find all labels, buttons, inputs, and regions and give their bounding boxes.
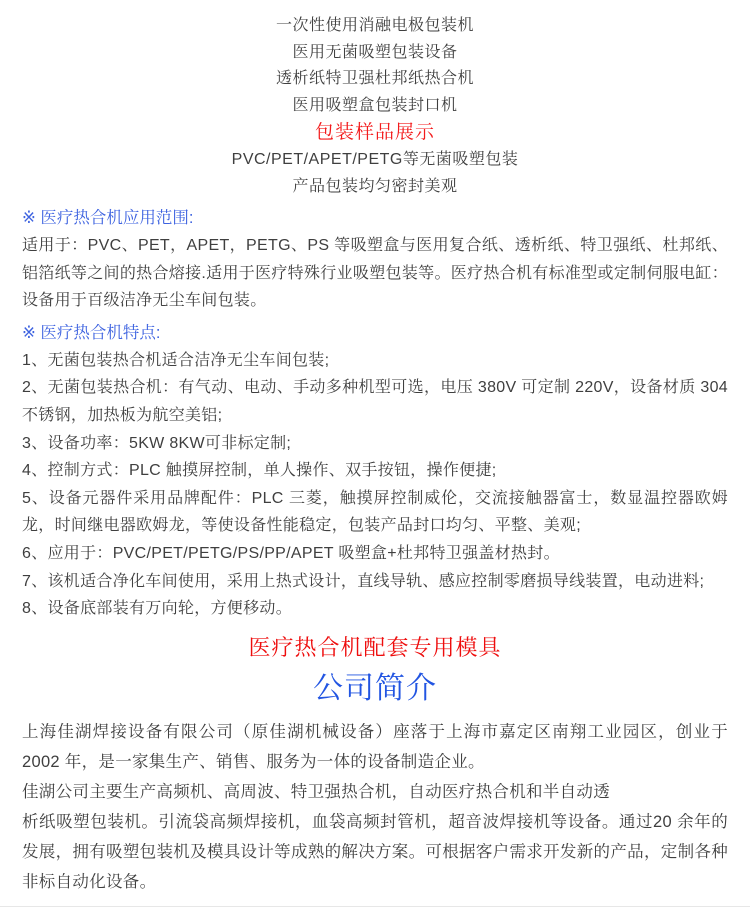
sample-line-2: 产品包装均匀密封美观 bbox=[292, 177, 458, 195]
sample-display-heading: 包装样品展示 bbox=[314, 122, 435, 143]
feature-item-8: 8、设备底部装有万向轮，方便移动。 bbox=[22, 600, 292, 618]
features-heading: ※ 医疗热合机特点: bbox=[22, 323, 161, 342]
application-scope-body: 适用于：PVC、PET，APET，PETG、PS 等吸塑盒与医用复合纸、透析纸、特卫强纸、杜邦纸、铝箔纸等之间的热合熔接.适用于医疗特殊行业吸塑包装等。医疗热合机有标准型或定制伺服电缸：设备用于百级洁净无尘车间包装。 bbox=[22, 237, 728, 310]
sample-line-1: PVC/PET/APET/PETG等无菌吸塑包装 bbox=[231, 151, 519, 168]
feature-item-4: 4、控制方式：PLC 触摸屏控制，单人操作、双手按钮，操作便捷; bbox=[22, 462, 497, 480]
company-profile-heading: 公司简介 bbox=[313, 671, 437, 705]
feature-item-2: 2、无菌包装热合机：有气动、电动、手动多种机型可选，电压 380V 可定制 220V，设备材质 304不锈钢，加热板为航空美铝; bbox=[22, 379, 728, 424]
feature-item-5: 5、设备元器件采用品牌配件：PLC 三菱，触摸屏控制威伦，交流接触器富士，数显温控器欧姆龙，时间继电器欧姆龙，等使设备性能稳定，包装产品封口均匀、平整、美观; bbox=[22, 489, 728, 535]
feature-item-6: 6、应用于：PVC/PET/PETG/PS/PP/APET 吸塑盒+杜邦特卫强盖材热封。 bbox=[22, 544, 560, 562]
company-paragraph-2 bbox=[22, 777, 728, 897]
product-title-block bbox=[0, 0, 750, 200]
company-paragraph-1: 上海佳湖焊接设备有限公司（原佳湖机械设备）座落于上海市嘉定区南翔工业园区，创业于 2002 年，是一家集生产、销售、服务为一体的设备制造企业。 bbox=[22, 722, 728, 771]
company-paragraph-2-rest: 析纸吸塑包装机。引流袋高频焊接机，血袋高频封管机，超音波焊接机等设备。通过20 余年的发展，拥有吸塑包装机及模具设计等成熟的解决方案。可根据客户需求开发新的产品，定制各种非标自动化设备。 bbox=[22, 812, 728, 891]
feature-item-3: 3、设备功率：5KW 8KW可非标定制; bbox=[22, 434, 292, 452]
company-profile-section bbox=[0, 717, 750, 897]
product-line-1: 一次性使用消融电极包装机 bbox=[275, 17, 474, 34]
product-line-3: 透析纸特卫强杜邦纸热合机 bbox=[275, 70, 474, 87]
main-content bbox=[0, 204, 750, 623]
application-scope-heading: ※ 医疗热合机应用范围: bbox=[22, 209, 194, 227]
product-line-4: 医用吸塑盒包装封口机 bbox=[292, 96, 458, 114]
feature-item-1: 1、无菌包装热合机适合洁净无尘车间包装; bbox=[22, 351, 330, 369]
feature-item-7: 7、该机适合净化车间使用，采用上热式设计，直线导轨、感应控制零磨损导线装置，电动进料; bbox=[22, 572, 705, 590]
mold-heading: 医疗热合机配套专用模具 bbox=[248, 634, 502, 660]
company-paragraph-2-line-1: 佳湖公司主要生产高频机、高周波、特卫强热合机，自动医疗热合机和半自动透 bbox=[22, 782, 610, 801]
product-line-2: 医用无菌吸塑包装设备 bbox=[292, 43, 458, 61]
